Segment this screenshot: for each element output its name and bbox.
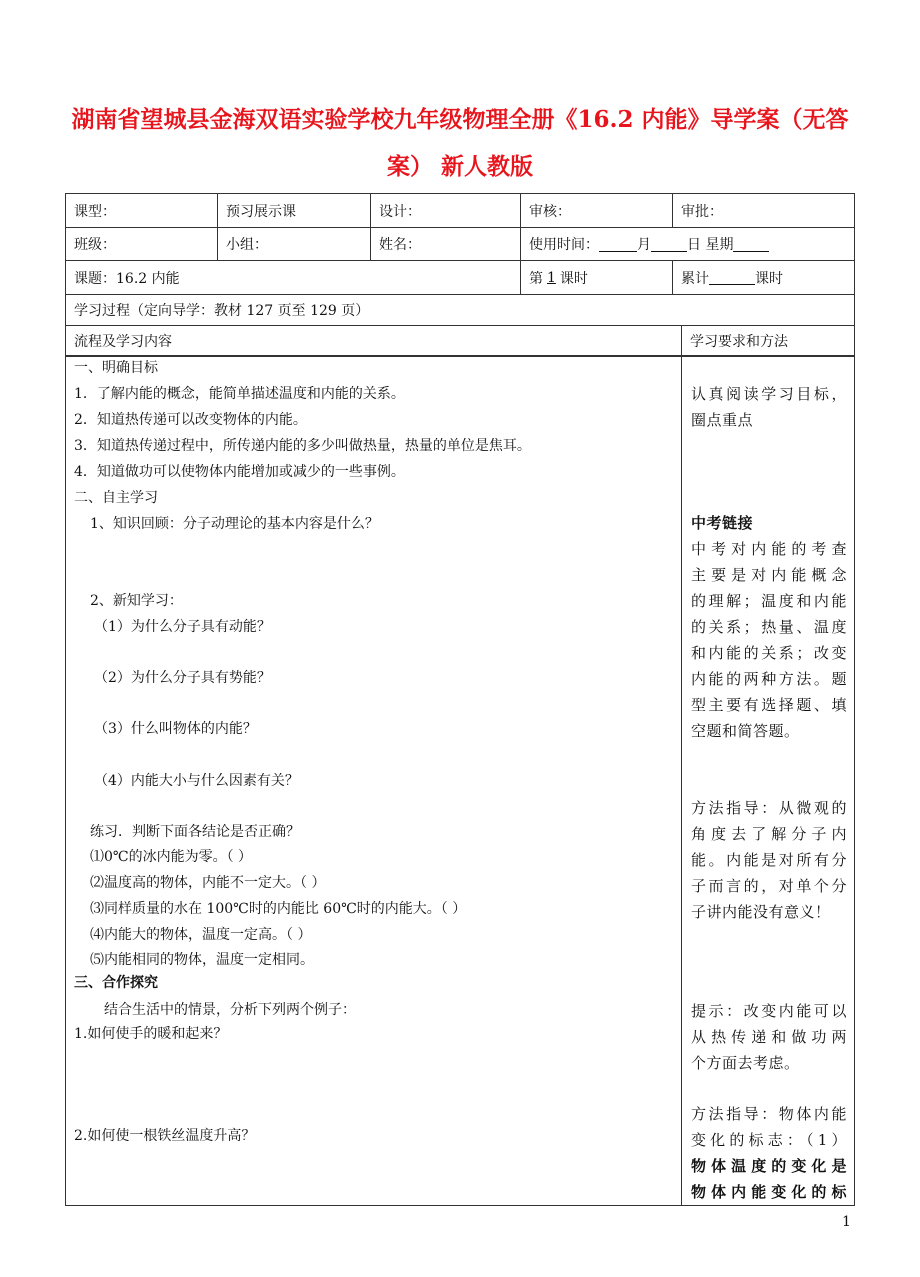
question-item: （2）为什么分子具有势能？	[94, 670, 271, 686]
section-heading-goals: 一、明确目标	[74, 360, 158, 376]
section-heading-self-study: 二、自主学习	[74, 490, 158, 506]
class-field: 班级：	[66, 228, 218, 260]
header-row-4	[66, 295, 854, 326]
goal-item: 1．了解内能的概念，能简单描述温度和内能的关系。	[74, 386, 405, 402]
method-column	[682, 355, 854, 1205]
lesson-prefix: 第	[529, 270, 543, 287]
cooperation-intro: 结合生活中的情景，分析下列两个例子：	[104, 1002, 356, 1018]
header-row-5	[66, 326, 854, 356]
lesson-number: 1	[547, 269, 556, 286]
new-knowledge-heading: 2、新知学习：	[90, 593, 183, 609]
method-guide-line: 能。内能是对所有分	[691, 851, 847, 869]
exam-link-line: 内能的两种方法。题	[691, 670, 847, 688]
goal-tip-line: 圈点重点	[691, 411, 754, 429]
exercise-item: ⑶同样质量的水在 100℃时的内能比 60℃时的内能大。（ ）	[90, 901, 467, 917]
exam-link-line: 型主要有选择题、填	[691, 696, 847, 714]
total-lessons-field	[673, 261, 854, 294]
designer-field: 设计：	[371, 194, 521, 227]
exam-link-line: 的理解；温度和内能	[691, 592, 847, 610]
goal-item: 2．知道热传递可以改变物体的内能。	[74, 412, 307, 428]
lesson-suffix: 课时	[559, 270, 588, 287]
name-field: 姓名：	[371, 228, 521, 260]
course-type-value: 预习展示课	[218, 194, 371, 227]
question-item: （3）什么叫物体的内能？	[94, 721, 257, 737]
lesson-number-field	[521, 261, 673, 294]
goal-item: 3．知道热传递过程中，所传递内能的多少叫做热量，热量的单位是焦耳。	[74, 438, 531, 454]
exam-link-line: 主要是对内能概念	[691, 566, 847, 584]
method-guide-line: 方法指导：从微观的	[691, 799, 847, 817]
question-item: （1）为什么分子具有动能？	[94, 619, 271, 635]
question-review: 1、知识回顾：分子动理论的基本内容是什么？	[90, 516, 379, 532]
method-guide-line: 子而言的，对单个分	[691, 877, 847, 895]
exercise-item: ⑷内能大的物体，温度一定高。（ ）	[90, 927, 312, 943]
method-guide-line: 子讲内能没有意义！	[691, 903, 831, 921]
group-field: 小组：	[218, 228, 371, 260]
weekday-blank[interactable]	[733, 237, 769, 252]
learning-process-label: 学习过程（定向导学：教材 127 页至 129 页）	[74, 303, 370, 319]
exercise-heading: 练习．判断下面各结论是否正确？	[90, 824, 300, 840]
day-blank[interactable]	[651, 237, 687, 252]
hint-line: 从热传递和做功两	[691, 1028, 847, 1046]
reviewer-field: 审核：	[521, 194, 673, 227]
document-title-line-1: 湖南省望城县金海双语实验学校九年级物理全册《16.2 内能》导学案（无答	[71, 106, 849, 133]
learning-content-column	[66, 355, 682, 1205]
method-column-header: 学习要求和方法	[690, 333, 788, 350]
section-heading-cooperation: 三、合作探究	[74, 975, 158, 991]
method-guide-2-bold-line: 物体内能变化的标	[691, 1183, 847, 1201]
month-blank[interactable]	[599, 237, 637, 252]
total-prefix: 累计	[681, 270, 709, 287]
exercise-item: ⑸内能相同的物体，温度一定相同。	[90, 952, 314, 968]
total-suffix: 课时	[755, 270, 783, 287]
exercise-item: ⑵温度高的物体，内能不一定大。（ ）	[90, 875, 326, 891]
goal-item: 4．知道做功可以使物体内能增加或减少的一些事例。	[74, 464, 405, 480]
course-type-label: 课型：	[66, 194, 218, 227]
approver-field: 审批：	[681, 203, 723, 220]
header-table	[65, 193, 855, 357]
header-row-1	[66, 194, 854, 228]
cooperation-question: 2.如何使一根铁丝温度升高？	[74, 1128, 256, 1144]
exercise-item: ⑴0℃的冰内能为零。（ ）	[90, 849, 253, 865]
document-title-line-2: 案） 新人教版	[386, 153, 533, 180]
exam-link-line: 中考对内能的考查	[691, 540, 847, 558]
exam-link-line: 的关系；热量、温度	[691, 618, 847, 636]
method-guide-2-bold-line: 物体温度的变化是	[691, 1157, 847, 1175]
usage-time-label: 使用时间：	[529, 237, 599, 253]
hint-line: 个方面去考虑。	[691, 1054, 800, 1072]
exam-link-line: 空题和简答题。	[691, 722, 800, 740]
header-row-3	[66, 261, 854, 295]
main-body	[65, 355, 855, 1206]
usage-time-field	[521, 228, 854, 260]
method-guide-line: 角度去了解分子内	[691, 825, 847, 843]
header-row-2	[66, 228, 854, 261]
method-guide-2-line: 变化的标志：（1）	[691, 1131, 847, 1149]
goal-tip-line: 认真阅读学习目标，	[691, 385, 847, 403]
exam-link-line: 和内能的关系；改变	[691, 644, 847, 662]
hint-line: 提示：改变内能可以	[691, 1002, 847, 1020]
month-label: 月	[637, 237, 651, 253]
content-column-header: 流程及学习内容	[66, 326, 682, 355]
total-blank[interactable]	[709, 270, 755, 285]
topic-field: 课题：16.2 内能	[66, 261, 521, 294]
question-item: （4）内能大小与什么因素有关？	[94, 773, 299, 789]
method-guide-2-line: 方法指导：物体内能	[691, 1105, 847, 1123]
page-number: 1	[842, 1214, 851, 1230]
day-weekday-label: 日 星期	[687, 237, 734, 253]
cooperation-question: 1.如何使手的暖和起来？	[74, 1026, 228, 1042]
exam-link-title: 中考链接	[691, 514, 754, 532]
